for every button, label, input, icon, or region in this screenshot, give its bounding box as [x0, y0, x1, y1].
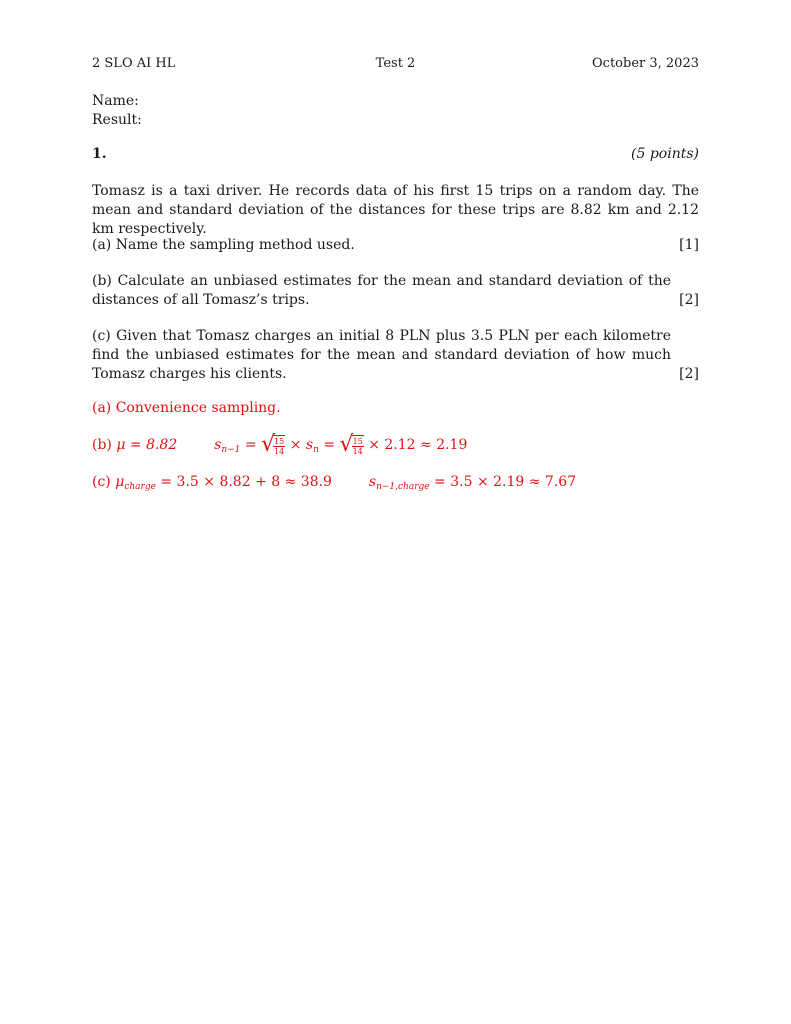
name-label: Name:	[92, 93, 139, 109]
answer-c-sd-expr: = 3.5 × 2.19 ≈ 7.67	[434, 474, 577, 490]
answer-c-label: (c)	[92, 474, 111, 490]
answer-b-sn-sub: n	[313, 445, 319, 455]
part-b-mark: [2]	[679, 292, 699, 308]
answer-b-tail: × 2.12 ≈ 2.19	[368, 437, 468, 453]
test-title: Test 2	[375, 56, 416, 71]
frac1-den: 14	[274, 446, 285, 456]
frac1-num: 15	[274, 436, 285, 446]
part-b-text: (b) Calculate an unbiased estimates for the mean and standard deviation of the distances of all Tomasz’s trips.	[92, 273, 671, 308]
answer-b-label: (b)	[92, 437, 112, 453]
answer-c-s: s	[368, 474, 377, 490]
sqrt-fraction-2: √ $\frac{15}{14}$	[339, 432, 363, 457]
frac2-num: 15	[352, 436, 363, 446]
answer-c-mean-expr: = 3.5 × 8.82 + 8 ≈ 38.9	[160, 474, 332, 490]
part-a-mark: [1]	[679, 237, 699, 253]
answer-c-mu-sub: charge	[124, 482, 156, 492]
answer-b-mean: μ = 8.82	[116, 437, 178, 453]
test-date: October 3, 2023	[592, 56, 699, 71]
part-b	[92, 272, 699, 310]
question-intro: Tomasz is a taxi driver. He records data of his first 15 trips on a random day. The mean and standard deviation of the distances for these trips are 8.82 km and 2.12 km respectively.	[92, 183, 699, 237]
part-c-text: (c) Given that Tomasz charges an initial 8 PLN plus 3.5 PLN per each kilometre find the unbiased estimates for the mean and standard deviation of how much Tomasz charges his clients.	[92, 328, 671, 382]
frac2-den: 14	[352, 446, 363, 456]
part-c-mark: [2]	[679, 366, 699, 382]
question-points: (5 points)	[631, 146, 699, 162]
answer-b-eq2: =	[323, 437, 336, 453]
part-a	[92, 236, 699, 255]
answer-b-eq1: =	[244, 437, 257, 453]
answer-c	[92, 474, 576, 492]
answer-b-s-sub: n−1	[221, 445, 241, 455]
answer-c-s-sub: n−1,charge	[376, 482, 430, 492]
answer-a: (a) Convenience sampling.	[92, 400, 281, 416]
answer-b-times-sn: × s	[289, 437, 314, 453]
question-number: 1.	[92, 146, 107, 162]
answer-b	[92, 434, 467, 456]
course-code: 2 SLO AI HL	[92, 56, 176, 71]
page-header	[92, 56, 699, 76]
answer-c-mu: μ	[115, 474, 125, 490]
part-a-text: (a) Name the sampling method used.	[92, 237, 355, 253]
question-header	[92, 146, 699, 168]
answer-b-s-symbol: s	[214, 437, 222, 453]
part-c	[92, 327, 699, 384]
result-label: Result:	[92, 112, 142, 128]
sqrt-fraction-1: √ $\frac{15}{14}$	[261, 432, 285, 457]
